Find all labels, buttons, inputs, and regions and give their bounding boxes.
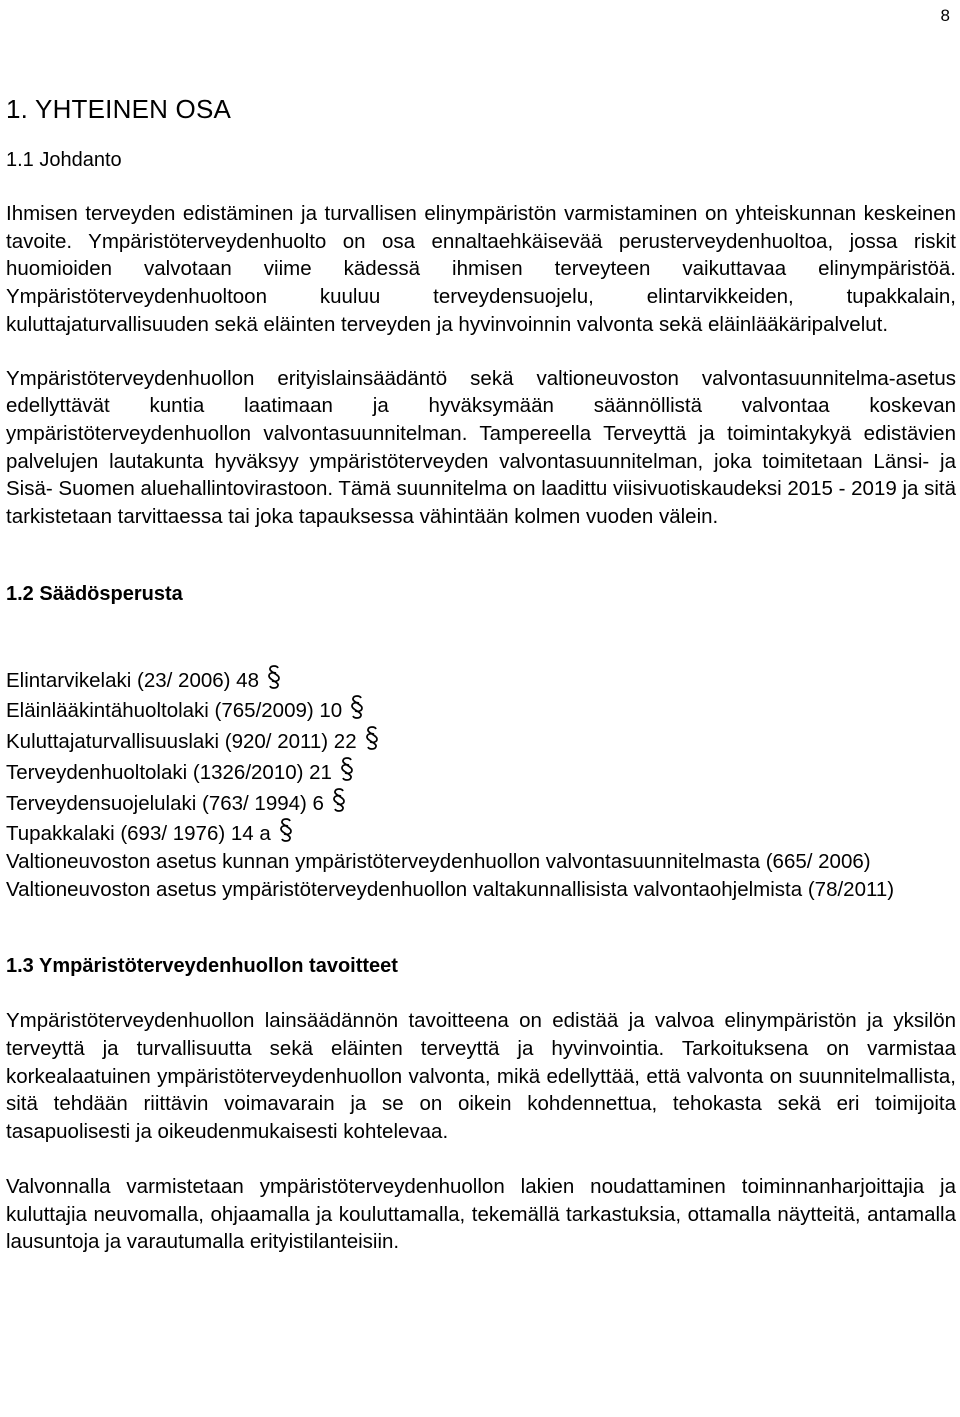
list-item: Eläinlääkintähuoltolaki (765/2009) 10 bbox=[6, 694, 956, 725]
section-title-saadosperusta: 1.2 Säädösperusta bbox=[6, 582, 183, 605]
list-item: Terveydensuojelulaki (763/ 1994) 6 bbox=[6, 787, 956, 818]
legislation-paragraph: Ympäristöterveydenhuollon erityislainsäädäntö sekä valtioneuvoston valvontasuunnitelma-asetus edellyttävät kuntia laatimaan ja hyväksymään säännöllistä valvontaa koskevan ympäristöterveydenhuollon valvontasuunnitelman. Tampereella Terveyttä ja toimintakykyä edistävien palvelujen lautakunta hyväksyy ympäristöterveyden valvontasuunnitelman, joka toimitetaan Länsi- ja Sisä- Suomen aluehallintovirastoon. Tämä suunnitelma on laadittu viisivuotiskaudeksi 2015 - 2019 ja sitä tarkistetaan tarvittaessa tai joka tapauksessa vähintään kolmen vuoden välein. bbox=[6, 366, 956, 529]
section-title-tavoitteet: 1.3 Ympäristöterveydenhuollon tavoitteet bbox=[6, 955, 398, 978]
section-sign-icon bbox=[279, 817, 293, 843]
section-sign-icon bbox=[267, 664, 281, 690]
section-sign-icon bbox=[350, 694, 364, 720]
main-heading: 1. YHTEINEN OSA bbox=[6, 94, 232, 124]
list-item: Tupakkalaki (693/ 1976) 14 a bbox=[6, 817, 956, 848]
section-sign-icon bbox=[365, 725, 379, 751]
section-sign-icon bbox=[340, 756, 354, 782]
page-number: 8 bbox=[940, 6, 950, 25]
list-item: Kuluttajaturvallisuuslaki (920/ 2011) 22 bbox=[6, 725, 956, 756]
goals-paragraph: Ympäristöterveydenhuollon lainsäädännön tavoitteena on edistää ja valvoa elinympäristön ja yksilön terveyttä ja turvallisuutta sekä eläinten terveyttä ja hyvinvointia. Tarkoituksena on varmistaa korkealaatuinen ympäristöterveydenhuollon valvonta, mikä edellyttää, että valvonta on suunnitelmallista, sitä tehdään riittävin voimavarain ja se on oikein kohdennettua, tehokasta sekä eri toimijoita tasapuolisesti ja oikeudenmukaisesti kohtelevaa. bbox=[6, 1009, 956, 1144]
list-item: Valtioneuvoston asetus ympäristöterveydenhuollon valtakunnallisista valvontaohjelmista (78/2011) bbox=[6, 877, 895, 901]
document-body bbox=[6, 92, 956, 1256]
supervision-paragraph: Valvonnalla varmistetaan ympäristöterveydenhuollon lakien noudattaminen toiminnanharjoittajia ja kuluttajia neuvomalla, ohjaamalla ja kouluttamalla, tekemällä tarkastuksia, ottamalla näytteitä, antamalla lausuntoja ja varautumalla erityistilanteisiin. bbox=[6, 1174, 956, 1254]
statute-list bbox=[6, 664, 956, 904]
intro-paragraph: Ihmisen terveyden edistäminen ja turvallisen elinympäristön varmistaminen on yhteiskunnan keskeinen tavoite. Ympäristöterveydenhuolto on osa ennaltaehkäisevää perusterveydenhuoltoa, jossa riskit huomioiden valvotaan viime kädessä ihmisen terveyteen vaikuttavaa elinympäristöä. Ympäristöterveydenhuoltoon kuuluu terveydensuojelu, elintarvikkeiden, tupakkalain, kuluttajaturvallisuuden sekä eläinten terveyden ja hyvinvoinnin valvonta sekä eläinlääkäripalvelut. bbox=[6, 202, 956, 336]
list-item: Valtioneuvoston asetus kunnan ympäristöterveydenhuollon valvontasuunnitelmasta (665/ 2006) bbox=[6, 849, 871, 873]
section-title-johdanto: 1.1 Johdanto bbox=[6, 149, 122, 171]
list-item: Elintarvikelaki (23/ 2006) 48 bbox=[6, 664, 956, 695]
list-item: Terveydenhuoltolaki (1326/2010) 21 bbox=[6, 756, 956, 787]
section-sign-icon bbox=[332, 787, 346, 813]
